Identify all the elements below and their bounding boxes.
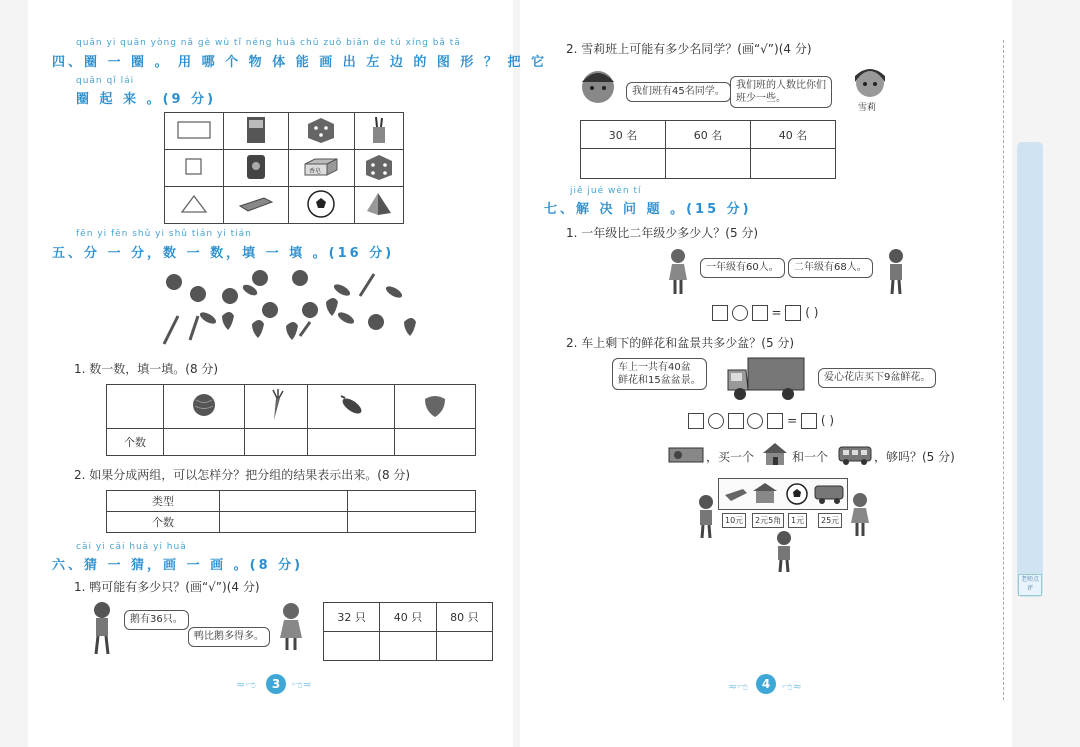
boy-illustration (88, 600, 116, 656)
eq2-answer-box[interactable] (801, 413, 817, 429)
group-type-cell-2[interactable] (348, 491, 476, 512)
eq1-unit-paren[interactable]: ( ) (805, 305, 819, 320)
boy-shopper-illustration (694, 494, 718, 540)
group-count-cell-2[interactable] (348, 512, 476, 533)
eq2-box-3[interactable] (767, 413, 783, 429)
boy-face-illustration (578, 66, 618, 106)
banknote-illustration (668, 446, 704, 464)
bubble-grade2: 二年级有68人。 (788, 258, 873, 278)
option-30: 30 名 (581, 121, 666, 149)
bubble-truck-line2: 鲜花和15盆盆景。 (618, 375, 701, 386)
shape-object-table (164, 112, 404, 224)
price-ball: 1元 (788, 513, 807, 528)
eq2-operator-circle-1[interactable] (708, 413, 724, 429)
equation-1 (712, 305, 818, 321)
dice-image[interactable] (289, 113, 354, 150)
count-row-label: 个数 (107, 428, 164, 455)
book-image[interactable] (223, 113, 288, 150)
carrot-header (245, 385, 308, 429)
check-cell-40-students[interactable] (751, 149, 836, 179)
check-cell-60[interactable] (666, 149, 751, 179)
bubble-grade1: 一年级有60人。 (700, 258, 785, 278)
section7-pinyin: jiě jué wèn tí (570, 186, 642, 196)
section6-q1: 1. 鸭可能有多少只？(画“√”)(4 分) (74, 580, 260, 594)
q3-text-a: ，买一个 (706, 450, 755, 464)
shape-triangle (165, 187, 224, 224)
count-table-corner (107, 385, 164, 429)
section7-q2: 2. 车上剩下的鲜花和盆景共多少盆？(5 分) (566, 336, 795, 350)
shape-square (165, 150, 224, 187)
group-count-label: 个数 (107, 512, 220, 533)
eq2-box-1[interactable] (688, 413, 704, 429)
count-cell-watermelon[interactable] (164, 428, 245, 455)
page-deco-left-2: ≈ಌ (728, 680, 748, 693)
soccer-ball-image[interactable] (289, 187, 354, 224)
side-tab (1017, 142, 1043, 597)
eq2-unit-paren[interactable]: ( ) (820, 413, 835, 428)
group-count-cell-1[interactable] (220, 512, 348, 533)
binding-divider (1003, 40, 1004, 700)
section4-title: 四、圈 一 圈 。 用 哪 个 物 体 能 画 出 左 边 的 图 形 ？ 把 它 (52, 55, 547, 70)
section4-title2: 圈 起 来 。(9 分) (76, 92, 217, 107)
option-80: 80 只 (436, 603, 492, 632)
price-bus: 25元 (818, 513, 842, 528)
count-cell-eggplant[interactable] (308, 428, 395, 455)
girl-face-illustration (852, 64, 888, 100)
class-size-options-table (580, 120, 836, 179)
q3-text-c: ，够吗？(5 分) (874, 450, 955, 464)
section5-title: 五、分 一 分，数 一 数，填 一 填 。(16 分) (52, 246, 395, 261)
section7-title: 七、解 决 问 题 。(15 分) (544, 202, 752, 217)
check-cell-40[interactable] (380, 632, 436, 661)
bubble-geese: 鹅有36只。 (124, 610, 189, 630)
section6-title: 六、猜 一 猜，画 一 画 。(8 分) (52, 558, 304, 573)
section4-pinyin: quān yi quān yòng nǎ gè wù tǐ néng huà chū zuǒ biān de tú xíng bǎ tā (76, 38, 461, 48)
count-cell-carrot[interactable] (245, 428, 308, 455)
girl-with-pigtails-illustration (666, 248, 690, 296)
check-cell-32[interactable] (324, 632, 380, 661)
right-q2: 2. 雪莉班上可能有多少名同学？(画“√”)(4 分) (566, 42, 812, 56)
fruits-vegetables-cluster (150, 266, 420, 348)
bubble-45-students: 我们班有45名同学。 (626, 82, 731, 102)
count-cell-strawberry[interactable] (395, 428, 476, 455)
eq2-equals: = (787, 413, 798, 428)
eq1-operator-circle[interactable] (732, 305, 748, 321)
tin-can-image[interactable] (223, 150, 288, 187)
eq1-equals: = (771, 305, 782, 320)
shopkeeper-illustration (772, 530, 796, 574)
section5-q1: 1. 数一数，填一填。(8 分) (74, 362, 219, 376)
soap-box-image[interactable] (289, 150, 354, 187)
pencil-cup-image[interactable] (354, 113, 403, 150)
toy-bus-illustration (838, 444, 872, 466)
strawberry-header (395, 385, 476, 429)
group-table (106, 490, 476, 533)
check-cell-80[interactable] (436, 632, 492, 661)
eq2-box-2[interactable] (728, 413, 744, 429)
toy-shelf (718, 478, 848, 510)
page-number-right: 4 (756, 674, 776, 694)
section4-pinyin2: quān qǐ lái (76, 76, 135, 86)
bubble-fewer-line1: 我们班的人数比你们 (736, 80, 826, 91)
price-plane: 10元 (722, 513, 746, 528)
eggplant-header (308, 385, 395, 429)
bubble-ducks: 鸭比鹅多得多。 (188, 627, 270, 647)
girl-shopper-illustration (848, 492, 872, 538)
watermelon-header (164, 385, 245, 429)
bubble-truck-line1: 车上一共有40盆 (618, 362, 691, 373)
dice-image-2[interactable] (354, 150, 403, 187)
eq2-operator-circle-2[interactable] (747, 413, 763, 429)
bubble-fewer-students (730, 76, 832, 108)
toy-shelf-items (719, 479, 847, 509)
bubble-fewer-line2: 班少一些。 (736, 93, 786, 104)
eq1-box-2[interactable] (752, 305, 768, 321)
girl-name-label: 雪莉 (858, 103, 877, 113)
soap-box-label: 香皂 (309, 167, 322, 175)
price-house: 2元5角 (752, 513, 784, 528)
toy-house-illustration (762, 442, 788, 466)
pyramid-image[interactable] (354, 187, 403, 224)
duck-options-table (323, 602, 493, 661)
teacher-comment-box: 老师点评 (1018, 574, 1042, 596)
check-cell-30[interactable] (581, 149, 666, 179)
section5-q2: 2. 如果分成两组，可以怎样分？把分组的结果表示出来。(8 分) (74, 468, 411, 482)
eraser-image[interactable] (223, 187, 288, 224)
group-type-cell-1[interactable] (220, 491, 348, 512)
truck-illustration (726, 356, 808, 402)
option-32: 32 只 (324, 603, 380, 632)
boy-standing-illustration (884, 248, 908, 296)
page-deco-right-2: ಌ≈ (782, 680, 802, 693)
option-60: 60 名 (666, 121, 751, 149)
page-deco-right: ಌ≈ (292, 678, 312, 691)
eq1-box-1[interactable] (712, 305, 728, 321)
option-40: 40 只 (380, 603, 436, 632)
q3-text-b: 和一个 (792, 450, 829, 464)
girl-illustration (278, 602, 304, 652)
count-table (106, 384, 476, 456)
section7-q1: 1. 一年级比二年级少多少人？(5 分) (566, 226, 759, 240)
bubble-flower-shop: 爱心花店买下9盆鲜花。 (818, 368, 936, 388)
page-number-left: 3 (266, 674, 286, 694)
bubble-truck-contents (612, 358, 707, 390)
group-type-label: 类型 (107, 491, 220, 512)
section5-pinyin: fēn yi fēn shǔ yi shǔ tián yi tián (76, 229, 252, 239)
option-40-students: 40 名 (751, 121, 836, 149)
page-deco-left: ≈ಌ (236, 678, 256, 691)
shape-rectangle (165, 113, 224, 150)
equation-2 (688, 413, 834, 429)
eq1-answer-box[interactable] (785, 305, 801, 321)
section6-pinyin: cāi yi cāi huà yi huà (76, 542, 187, 552)
